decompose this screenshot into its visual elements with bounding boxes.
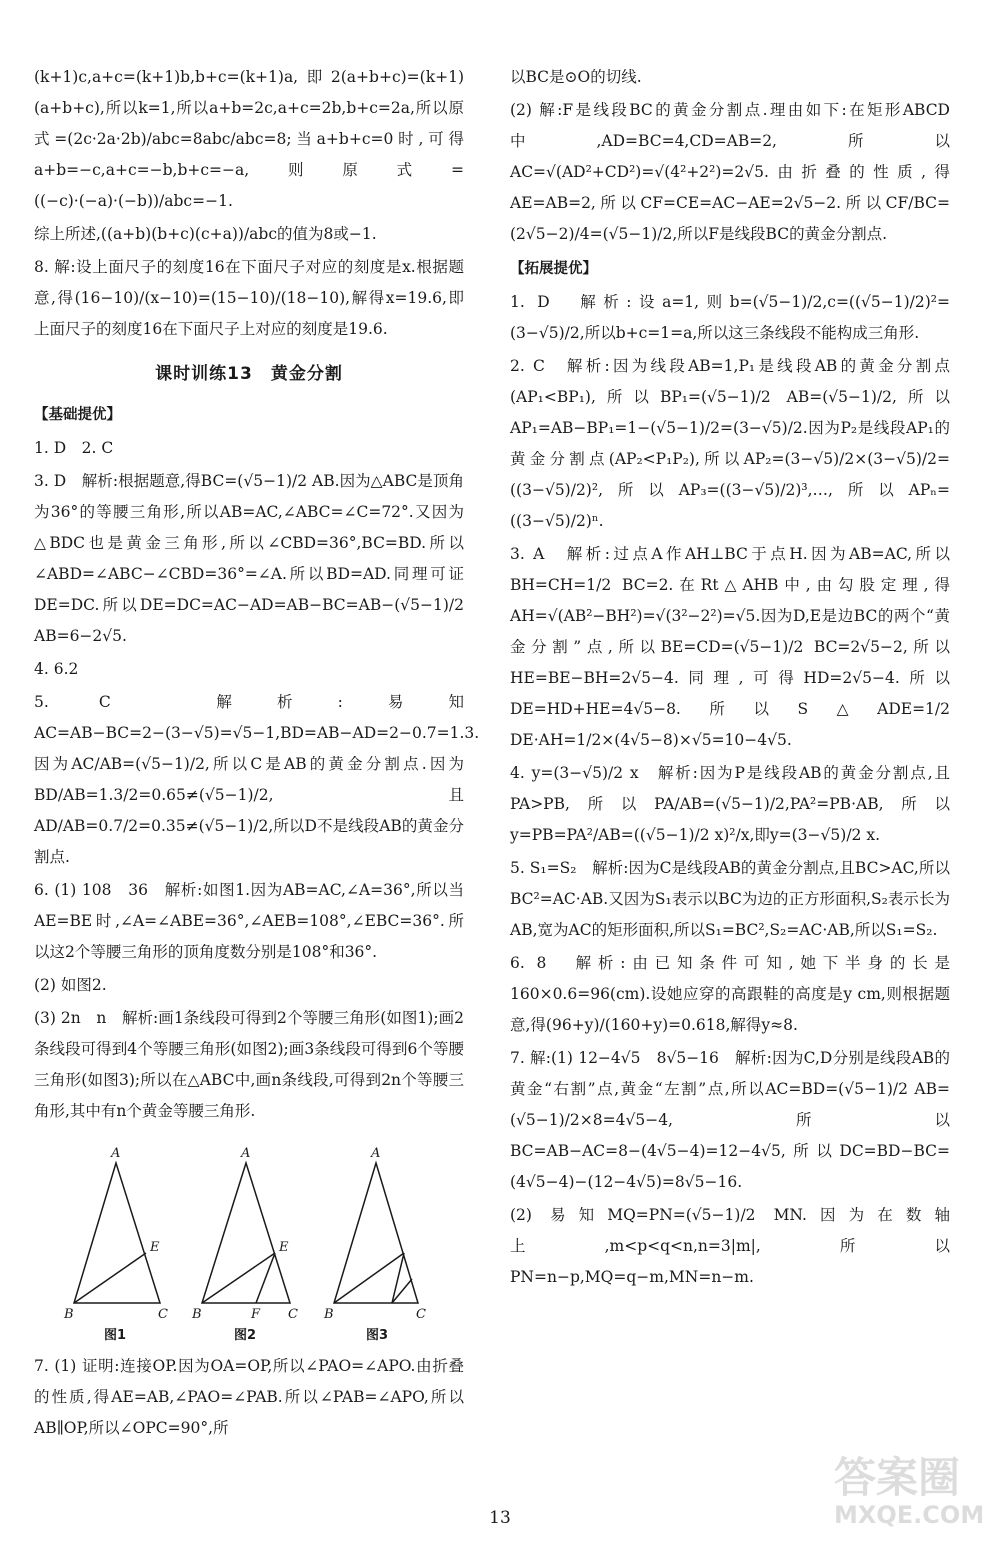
ext-answer-5: 5. S₁=S₂ 解析:因为C是线段AB的黄金分割点,且BC>AC,所以BC²=AC·AB.又因为S₁表示以BC为边的正方形面积,S₂表示长为AB,宽为AC的矩形面积,所以S₁=BC²,S₂=AC·AB,所以S₁=S₂.: [510, 859, 950, 939]
prev-answer-continuation: (k+1)c,a+c=(k+1)b,b+c=(k+1)a,即2(a+b+c)=(k+1)(a+b+c),所以k=1,所以a+b=2c,a+c=2b,b+c=2a,所以原式=(2c·2a·2b)/abc=8abc/abc=8;当a+b+c=0时,可得a+b=−c,a+c=−b,b+c=−a,则原式=((−c)·(−a)·(−b))/abc=−1.: [34, 68, 464, 210]
answer-1-2: 1. D 2. C: [34, 439, 114, 457]
watermark-line1: 答案圈: [834, 1453, 961, 1502]
fig2-triangle: [202, 1163, 290, 1303]
fig2-label-b: B: [192, 1307, 202, 1322]
fig2-segment-ef: [256, 1253, 275, 1303]
answer-7-1: 7. (1) 证明:连接OP.因为OA=OP,所以∠PAO=∠APO.由折叠的性质,得AE=AB,∠PAO=∠PAB.所以∠PAB=∠APO,所以AB∥OP,所以∠OPC=90°,所: [34, 1357, 464, 1437]
fig1-label-a: A: [111, 1146, 121, 1161]
left-column: [34, 62, 480, 1446]
figures-svg: [34, 1143, 464, 1343]
watermark-logo: [826, 1445, 991, 1535]
answer-8: 8. 解:设上面尺子的刻度16在下面尺子对应的刻度是x.根据题意,得(16−10)/(x−10)=(15−10)/(18−10),解得x=19.6,即上面尺子的刻度16在下面尺子上对应的刻度是19.6.: [34, 258, 464, 338]
summary-line: 综上所述,((a+b)(b+c)(c+a))/abc的值为8或−1.: [34, 225, 377, 243]
answer-7-continuation: 以BC是⊙O的切线.: [510, 68, 642, 86]
ext-answer-1: 1. D 解析:设a=1,则b=(√5−1)/2,c=((√5−1)/2)²=(3−√5)/2,所以b+c=1=a,所以这三条线段不能构成三角形.: [510, 293, 950, 342]
answer-4: 4. 6.2: [34, 660, 79, 678]
fig2-segment-be: [202, 1253, 275, 1303]
fig2-label-a: A: [241, 1146, 251, 1161]
answer-6-2: (2) 如图2.: [34, 976, 107, 994]
section-title: 课时训练13 黄金分割: [155, 364, 343, 384]
fig1-caption: 图1: [104, 1328, 127, 1343]
ext-answer-6: 6. 8 解析:由已知条件可知,她下半身的长是160×0.6=96(cm).设她应穿的高跟鞋的高度是y cm,则根据题意,得(96+y)/(160+y)=0.618,解得y≈8.: [510, 954, 950, 1034]
ext-answer-3: 3. A 解析:过点A作AH⊥BC于点H.因为AB=AC,所以BH=CH=1/2 BC=2.在Rt△AHB中,由勾股定理,得AH=√(AB²−BH²)=√(3²−2²)=√5.因为D,E是边BC的两个“黄金分割”点,所以BE=CD=(√5−1)/2 BC=2√5−2,所以HE=BE−BH=2√5−4.同理,可得HD=2√5−4.所以DE=HD+HE=4√5−8.所以S△ADE=1/2 DE·AH=1/2×(4√5−8)×√5=10−4√5.: [510, 545, 950, 749]
fig3-label-b: B: [324, 1307, 334, 1322]
answer-3: 3. D 解析:根据题意,得BC=(√5−1)/2 AB.因为△ABC是顶角为36°的等腰三角形,所以AB=AC,∠ABC=∠C=72°.又因为△BDC也是黄金三角形,所以∠CBD=36°,BC=BD.所以∠ABD=∠ABC−∠CBD=36°=∠A.所以BD=AD.同理可证DE=DC.所以DE=DC=AC−AD=AB−BC=AB−(√5−1)/2 AB=6−2√5.: [34, 472, 464, 645]
watermark-line2: MXQE.COM: [834, 1501, 985, 1529]
answer-7-2: (2) 解:F是线段BC的黄金分割点.理由如下:在矩形ABCD中,AD=BC=4,CD=AB=2,所以AC=√(AD²+CD²)=√(4²+2²)=2√5.由折叠的性质,得AE=AB=2,所以CF=CE=AC−AE=2√5−2.所以CF/BC=(2√5−2)/4=(√5−1)/2,所以F是线段BC的黄金分割点.: [510, 101, 950, 243]
fig1-label-b: B: [64, 1307, 74, 1322]
fig3-label-c: C: [416, 1307, 426, 1322]
ext-answer-7-1: 7. 解:(1) 12−4√5 8√5−16 解析:因为C,D分别是线段AB的黄金“右割”点,黄金“左割”点,所以AC=BD=(√5−1)/2 AB=(√5−1)/2×8=4√5−4,所以BC=AB−AC=8−(4√5−4)=12−4√5,所以DC=BD−BC=(4√5−4)−(12−4√5)=8√5−16.: [510, 1049, 950, 1191]
answer-6-3: (3) 2n n 解析:画1条线段可得到2个等腰三角形(如图1);画2条线段可得到4个等腰三角形(如图2);画3条线段可得到6个等腰三角形(如图3);所以在△ABC中,画n条线段,可得到2n个等腰三角形,其中有n个黄金等腰三角形.: [34, 1009, 464, 1120]
fig1-segment-be: [74, 1253, 146, 1303]
answer-6-1: 6. (1) 108 36 解析:如图1.因为AB=AC,∠A=36°,所以当AE=BE时,∠A=∠ABE=36°,∠AEB=108°,∠EBC=36°.所以这2个等腰三角形的顶角度数分别是108°和36°.: [34, 881, 464, 961]
fig2-label-f: F: [251, 1307, 261, 1322]
ext-answer-4: 4. y=(3−√5)/2 x 解析:因为P是线段AB的黄金分割点,且PA>PB,所以PA/AB=(√5−1)/2,PA²=PB·AB,所以y=PB=PA²/AB=((√5−1)/2 x)²/x,即y=(3−√5)/2 x.: [510, 764, 950, 844]
fig2-label-c: C: [288, 1307, 298, 1322]
fig1-label-e: E: [150, 1240, 160, 1255]
fig3-triangle: [334, 1163, 418, 1303]
fig1-triangle: [74, 1163, 160, 1303]
answer-5: 5. C 解析:易知AC=AB−BC=2−(3−√5)=√5−1,BD=AB−AD=2−0.7=1.3.因为AC/AB=(√5−1)/2,所以C是AB的黄金分割点.因为BD/AB=1.3/2=0.65≠(√5−1)/2,且AD/AB=0.7/2=0.35≠(√5−1)/2,所以D不是线段AB的黄金分割点.: [34, 693, 480, 866]
right-column: [510, 62, 950, 1295]
fig1-label-c: C: [158, 1307, 168, 1322]
tag-basic: 【基础提优】: [34, 407, 121, 423]
fig3-caption: 图3: [366, 1328, 389, 1343]
ext-answer-2: 2. C 解析:因为线段AB=1,P₁是线段AB的黄金分割点(AP₁<BP₁),所以BP₁=(√5−1)/2 AB=(√5−1)/2,所以AP₁=AB−BP₁=1−(√5−1)/2=(3−√5)/2.因为P₂是线段AP₁的黄金分割点(AP₂<P₁P₂),所以AP₂=(3−√5)/2×(3−√5)/2=((3−√5)/2)²,所以AP₃=((3−√5)/2)³,…,所以APₙ=((3−√5)/2)ⁿ.: [510, 357, 950, 530]
tag-extend: 【拓展提优】: [510, 261, 597, 277]
fig2-caption: 图2: [234, 1328, 257, 1343]
ext-answer-7-2: (2) 易知MQ=PN=(√5−1)/2 MN.因为在数轴上,m<p<q<n,n=3|m|,所以PN=n−p,MQ=q−m,MN=n−m.: [510, 1206, 950, 1286]
fig3-label-a: A: [371, 1146, 381, 1161]
page-number: 13: [489, 1508, 511, 1528]
triangle-figures: [34, 1143, 464, 1343]
fig2-label-e: E: [279, 1240, 289, 1255]
